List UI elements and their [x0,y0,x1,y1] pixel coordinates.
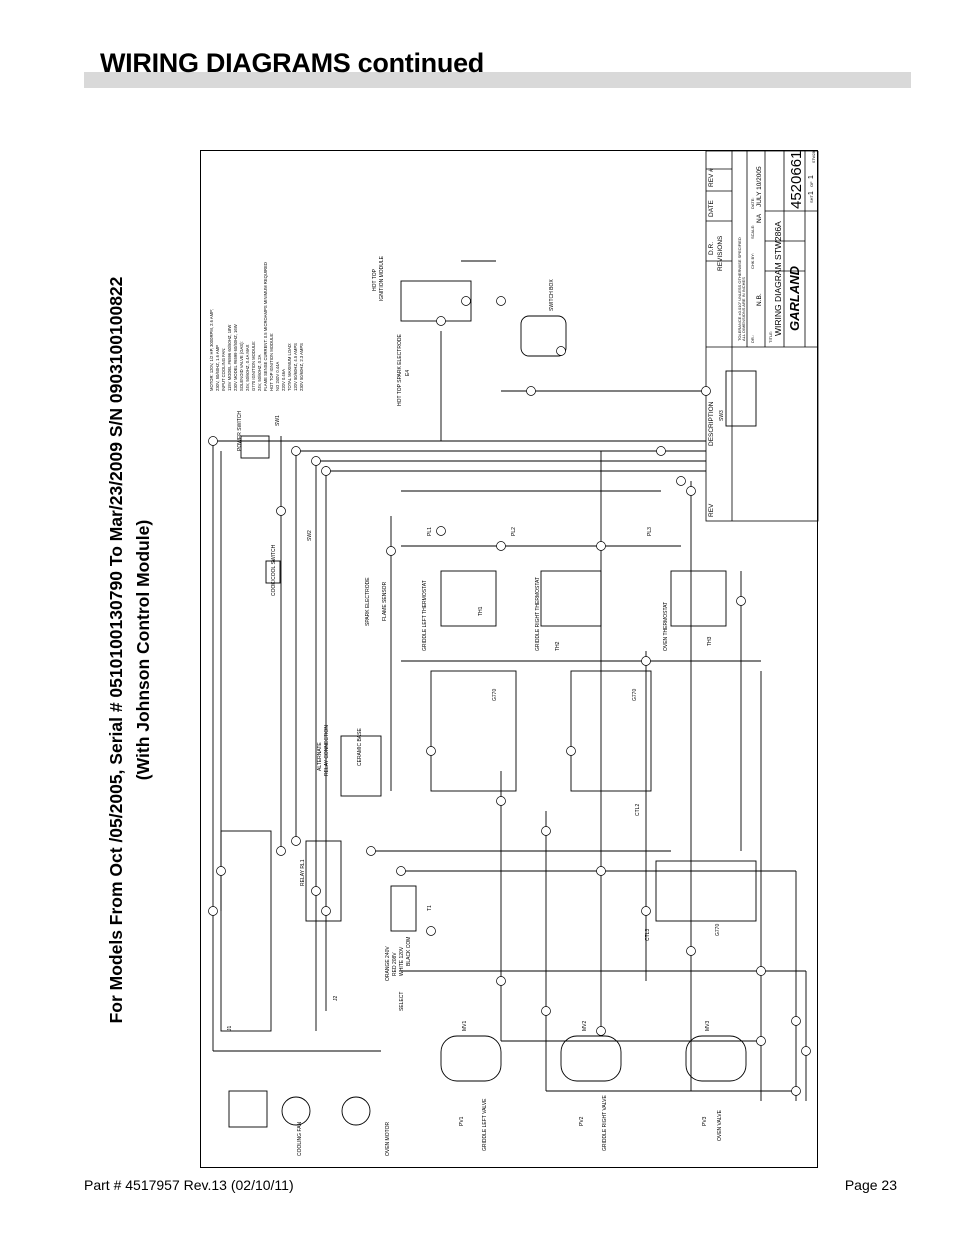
pv3-label: PV3 [702,1116,708,1126]
note-line: MOTOR: 120V, 1/2 HP, 3000RPM, 2.6 AMP; [209,308,214,391]
wire-node [687,487,696,496]
g770-label-1: G770 [492,688,498,701]
note-line: 24V, 50/60HZ, 0.4A MAX [245,344,250,391]
wire-node [542,1007,551,1016]
th2-label: TH2 [555,641,561,651]
wire-node [687,947,696,956]
drawing-number: 4520661 [788,151,805,209]
wire-node [597,867,606,876]
white-label: WHITE 120V [399,946,405,976]
power-switch-label: POWER SWITCH [237,411,243,451]
ignition-module-1 [431,671,516,791]
oven-valve-label: OVEN VALVE [717,1110,723,1141]
ignition-module-2 [571,671,651,791]
ctl3-label: CTL3 [645,928,651,941]
spark-electrode-label: SPARK ELECTRODE [365,577,371,626]
pl2-label: PL2 [511,527,517,536]
note-line: INPUT COOLING FAN: [221,347,226,391]
wire-node [209,437,218,446]
valve-pv3 [686,1036,746,1081]
power-switch [241,436,269,458]
wiring-diagram-svg [201,151,819,1169]
wire-node [292,837,301,846]
wire-node [792,1017,801,1026]
wiring-diagram [200,150,818,1168]
terminal-block [221,831,271,1031]
note-line: G770 IGNITION MODULE: [251,340,256,391]
wire-node [557,347,566,356]
wire-node [527,387,536,396]
alt-relay-label-2: RELAY CONNECTION [324,725,330,776]
ctl2-label: CTL2 [635,803,641,816]
wire-node [437,527,446,536]
dr-label: DR.: [750,335,755,343]
note-line: 120V 50/60HZ, 4.5 AMPS [293,343,298,391]
ignition-module-3 [656,861,756,921]
wire-node [497,797,506,806]
pv2-label: PV2 [579,1116,585,1126]
footer-page-number: Page 23 [844,1177,897,1193]
description-col: DESCRIPTION [708,401,715,446]
note-line: 115V MODEL #6596 60/50HZ, 18W [227,324,232,391]
note-line: 220V 0.46A [281,369,286,391]
g770-label-2: G770 [632,688,638,701]
pv1-label: PV1 [459,1116,465,1126]
note-line: FLAME SENSE CURRENT: 0.5 MICROAMPS MINIMUM REQUIRED [263,262,268,391]
wire-node [792,1087,801,1096]
hot-top-module [401,281,471,321]
transformer-t1 [391,886,416,931]
revisions-label: REVISIONS [717,235,724,271]
griddle-left-thermostat-label: GRIDDLE LEFT THERMOSTAT [422,580,428,651]
heading-line-1: For Models From Oct /05/2005, Serial # 0510100130790 To Mar/23/2009 S/N 0903100100822 [105,276,126,1024]
wire-node [397,867,406,876]
components [221,281,756,1127]
cooling-fan-motor [282,1097,310,1125]
cook-cool-label: COOK/COOL SWITCH [271,544,277,596]
wire-node [462,297,471,306]
valve-pv2 [561,1036,621,1081]
wire-node [737,597,746,606]
select-label: SELECT [399,991,405,1011]
griddle-left-valve-label: GRIDDLE LEFT VALVE [482,1098,488,1151]
page-title: WIRING DIAGRAMS continued [100,48,484,78]
wire-node [277,507,286,516]
wire-node [217,867,226,876]
wire-node [427,747,436,756]
wire-node [702,387,711,396]
mv2-label: MV2 [582,1020,588,1031]
rev-col: REV [708,503,715,517]
wire-node [277,847,286,856]
wire-node [497,977,506,986]
j2-label: J2 [333,995,339,1001]
hot-top-label: HOT TOP [372,269,378,291]
oven-motor-label: OVEN MOTOR [385,1121,391,1156]
note-line: TOTAL MAXIMUM LOAD: [287,342,292,391]
chk-label: CHK BY: [750,253,755,269]
red-label: RED 208V [392,952,398,976]
griddle-right-thermostat-label: GRIDDLE RIGHT THERMOSTAT [535,576,541,651]
cooling-fan-label: COOLING FAN [297,1121,303,1156]
sheet-value: 1 [808,191,815,195]
wire-node [497,542,506,551]
wire-node [642,657,651,666]
company-logo: GARLAND [787,266,802,331]
wire-node [322,467,331,476]
note-line: 230V MODEL #6599 60/50HZ, 16W [233,324,238,391]
title-label: TITLE: [768,330,773,343]
dr-value: N.B. [756,293,763,306]
diagram-heading [103,200,157,1100]
ignition-module-label: IGNITION MODULE [379,255,385,301]
pl1-label: PL1 [427,527,433,536]
j1-label: J1 [227,1025,233,1031]
title-block-text [708,151,816,517]
mv1-label: MV1 [462,1020,468,1031]
e4-label: E4 [405,369,411,376]
note-line: HOT TOP IGNITION MODULE: [269,332,274,391]
wire-node [292,447,301,456]
sheet-label: SHT [809,195,814,203]
wire-node [387,547,396,556]
rev-num-col: REV # [708,168,715,187]
wire-node [312,887,321,896]
heading-line-2: (With Johnson Control Module) [133,519,153,781]
mv3-label: MV3 [705,1020,711,1031]
griddle-right-valve-label: GRIDDLE RIGHT VALVE [602,1095,608,1151]
alt-relay-label: ALTERNATE [317,742,323,771]
sw3-switch [726,371,756,426]
wire-node [322,907,331,916]
valve-pv1 [441,1036,501,1081]
note-line: SOLENOID VALVE (GAS): [239,341,244,391]
wire-node [567,747,576,756]
date-value: JULY 10/2005 [756,166,763,207]
wire-node [757,1037,766,1046]
scale-label: SCALE: [750,224,755,239]
hot-top-spark-label: HOT TOP SPARK ELECTRODE [397,334,403,406]
g770-label-3: G770 [715,923,721,936]
th3-label: TH3 [707,636,713,646]
wire-node [367,847,376,856]
oven-thermostat-label: OVEN THERMOSTAT [663,601,669,651]
relay-rl1-label: RELAY RL1 [300,859,306,886]
wire-node [437,317,446,326]
pl3-label: PL3 [647,527,653,536]
date-label: DATE: [750,197,755,209]
note-line: 230V, 50/60HZ, 1.6 AMP [215,345,220,391]
thermostat-1 [441,571,496,626]
flame-sensor-label: FLAME SENSOR [382,581,388,621]
wire-node [677,477,686,486]
wire-node [597,1027,606,1036]
date-col: DATE [708,200,715,217]
wire-node [312,457,321,466]
black-label: BLACK COM [406,936,412,966]
scale-value: NA [756,213,763,223]
t1-label: T1 [427,905,433,911]
thermostat-2 [541,571,601,626]
sw3-label: SW3 [719,410,725,421]
sheet-of: OF [809,181,814,187]
wire-node [657,447,666,456]
orange-label: ORANGE 240V [385,946,391,981]
title-value: WIRING DIAGRAM STW286A [773,221,783,336]
note-line: 230V 50/60HZ, 2.3 AMPS [299,343,304,391]
ceramic-base-label: CERAMIC BASE [357,728,363,766]
note-line: NO 240V 0.44A [275,361,280,391]
dimensions-note: ALL DIMENSIONS ARE IN INCHES [741,277,746,341]
sw1-label: SW1 [275,415,281,426]
switch-box-label: SWITCH BOX [549,279,555,311]
footer-part-number: Part # 4517957 Rev.13 (02/10/11) [84,1177,294,1193]
sheet-total: 1 [808,175,815,179]
wire-node [427,927,436,936]
th1-label: TH1 [478,606,484,616]
tolerance-note: TOLERANCE ±0.010" UNLESS OTHERWISE SPECIFIED [737,237,742,341]
oven-motor [342,1097,370,1125]
wire-node [642,907,651,916]
wire-node [209,907,218,916]
power-terminal [229,1091,267,1127]
sw2-label: SW2 [307,530,313,541]
wire-node [542,827,551,836]
note-line: 24V, 50/60HZ, 0.2A [257,354,262,391]
file-code: STW286A [812,151,816,163]
wire-node [802,1047,811,1056]
thermostat-3 [671,571,726,626]
wire-node [597,542,606,551]
wire-node [757,967,766,976]
notes-block [209,262,304,391]
wire-node [497,297,506,306]
dr-col: D.R. [708,242,715,255]
